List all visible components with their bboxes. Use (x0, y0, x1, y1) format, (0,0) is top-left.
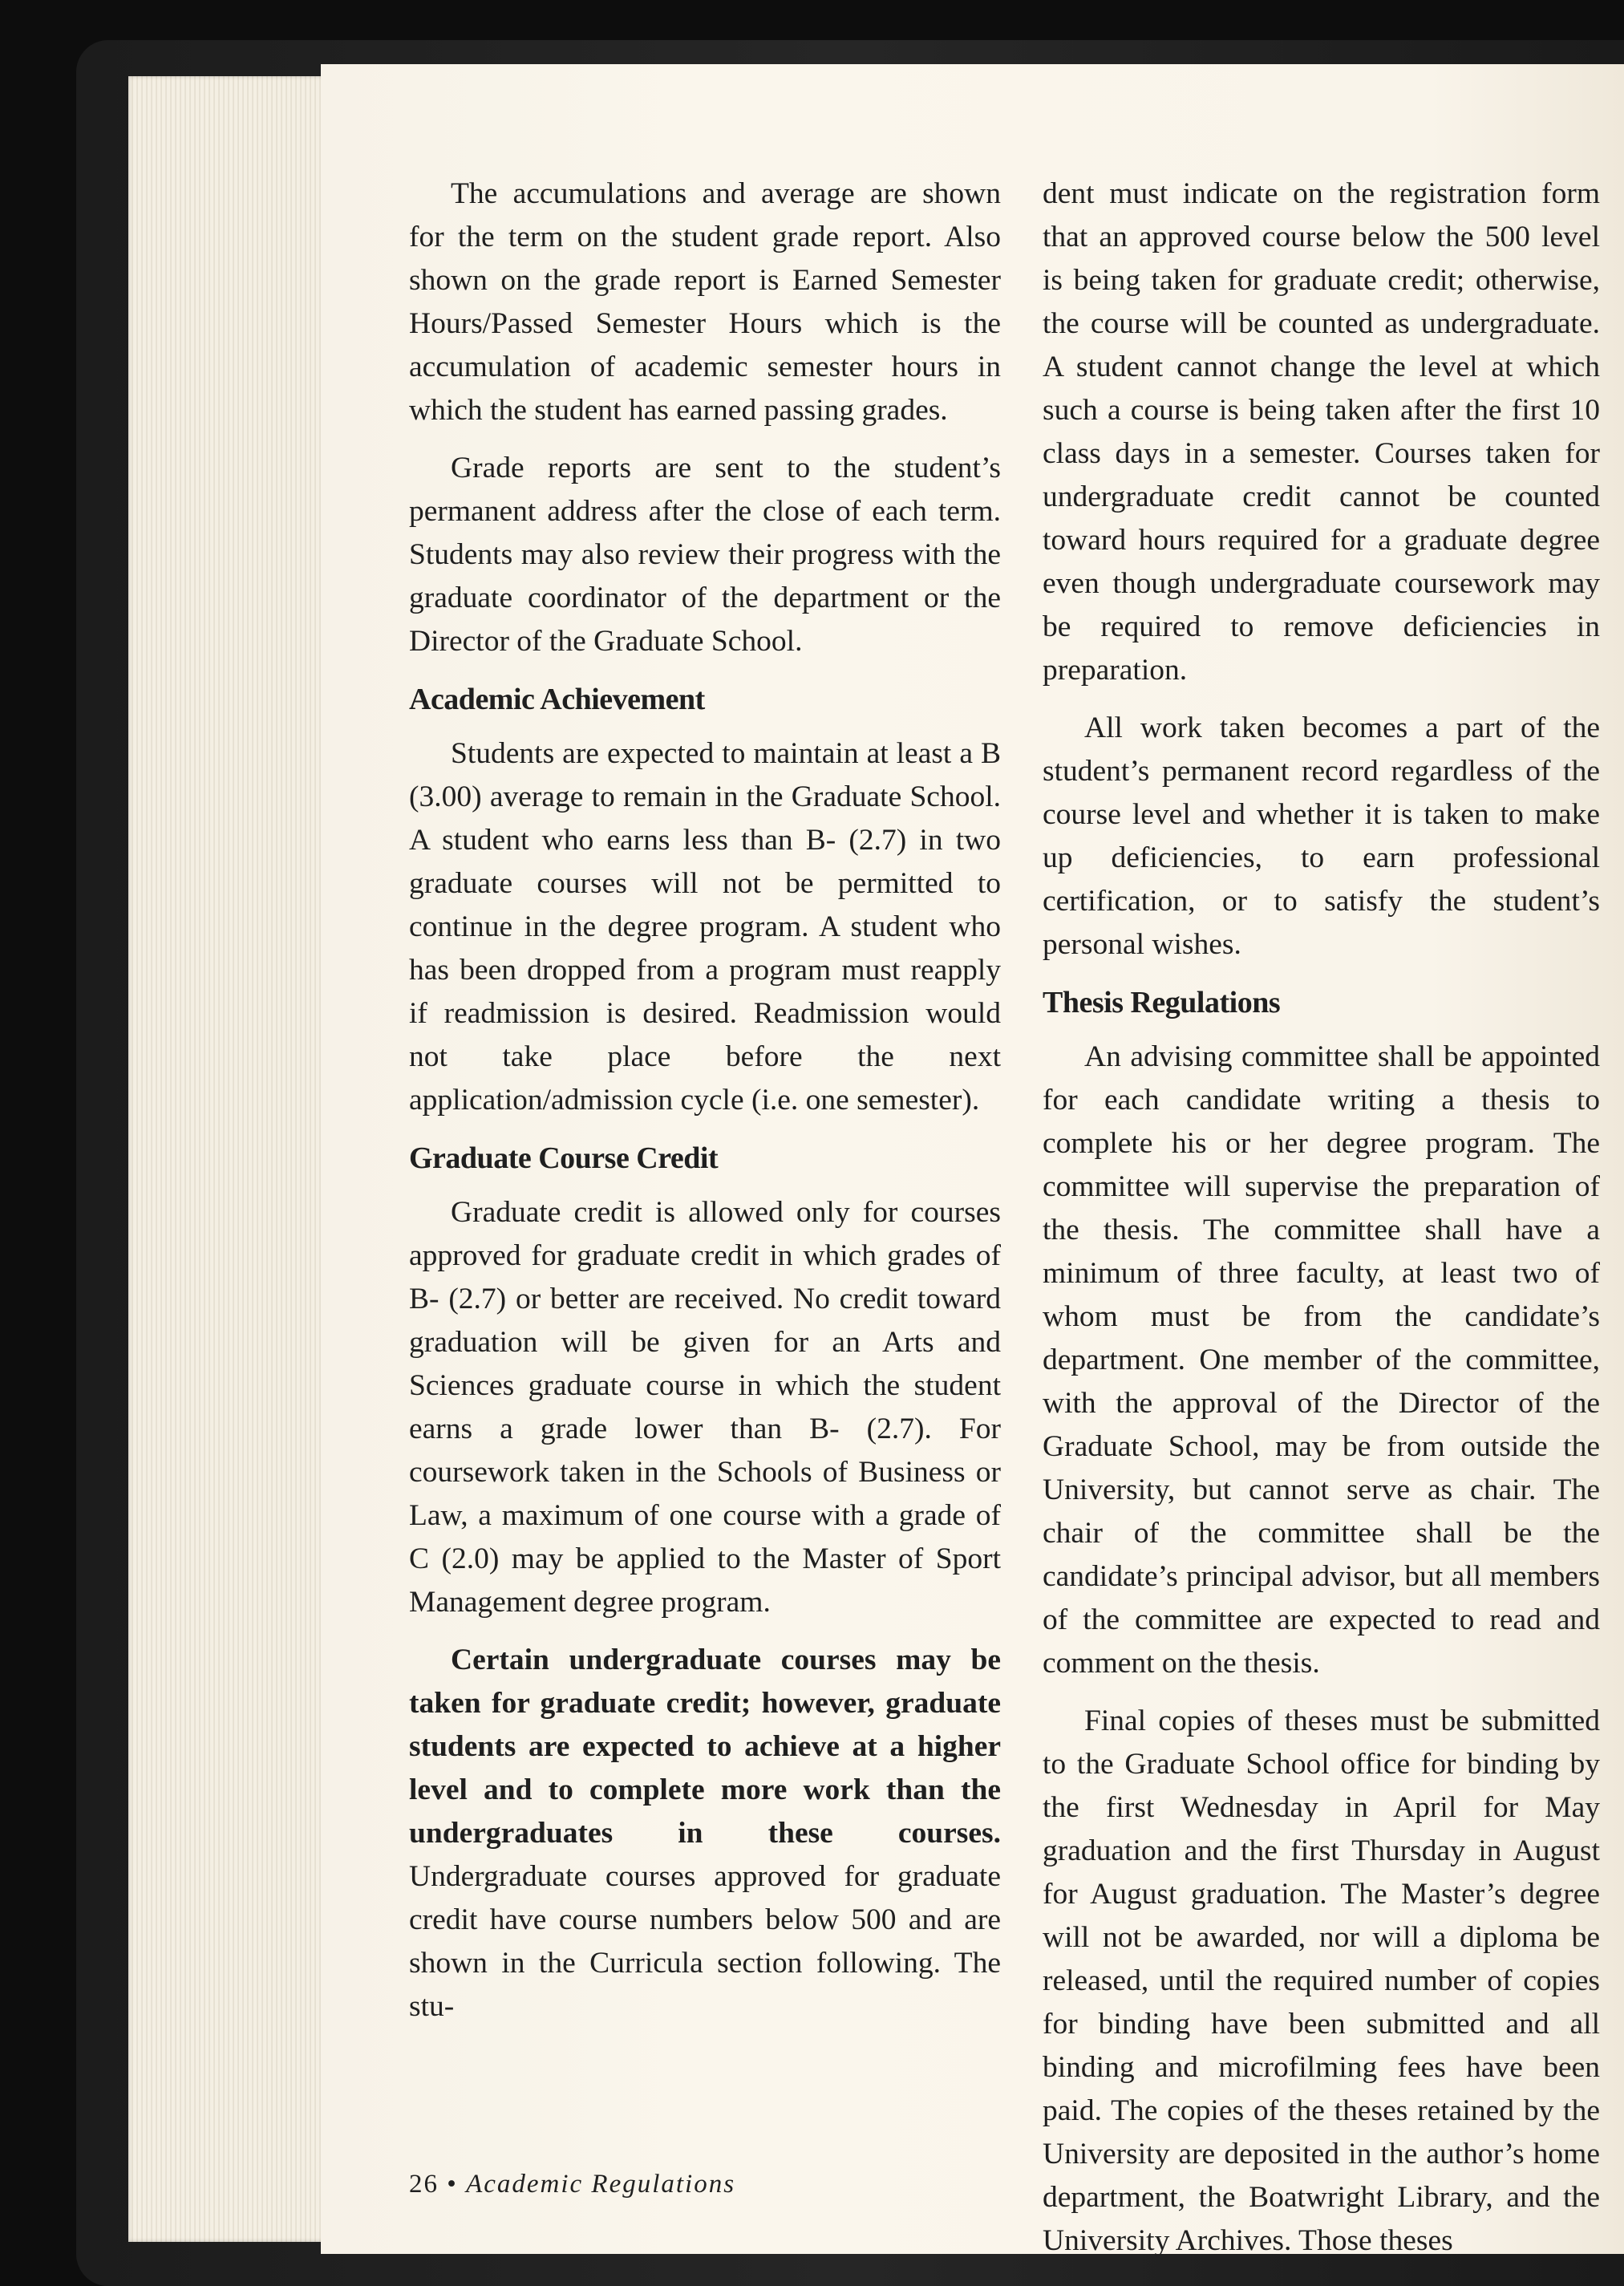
paragraph-grade-accumulations: The accumulations and average are shown for the term on the student grade report. Also shown on the grade report is Earned Semester Hours/Passed Semester Hours which is the accumulation of academic semester hours in which the student has earned passing grades. (409, 177, 1001, 427)
paragraph-academic-achievement: Students are expected to maintain at least a B (3.00) average to remain in the Graduate School. A student who earns less than B- (2.7) in two graduate courses will not be permitted to continue in the degree program. A student who has been dropped from a program must reapply if readmission is desired. Readmission would not take place before the next application/admission cycle (i.e. one semester). (409, 737, 1001, 1117)
left-column (409, 172, 1001, 2043)
paragraph-final-copies: Final copies of theses must be submitted to the Graduate School office for binding by the first Wednesday in April for May graduation and the first Thursday in August for August graduation. The Master’s degree will not be awarded, nor will a diploma be released, until the required number of copies for binding have been submitted and all binding and microfilming fees have been paid. The copies of the theses retained by the University are deposited in the author’s home department, the Boatwright Library, and the University Archives. Those theses (1043, 1704, 1600, 2257)
paragraph-advising-committee: An advising committee shall be appointed for each candidate writing a thesis to complete his or her degree program. The committee will supervise the preparation of the thesis. The committee shall have a minimum of three faculty, at least two of whom must be from the candidate’s department. One member of the committee, with the approval of the Director of the Graduate School, may be from outside the University, but cannot serve as chair. The chair of the committee shall be the candidate’s principal advisor, but all members of the committee are expected to read and comment on the thesis. (1043, 1040, 1600, 1680)
page-edges (128, 76, 337, 2242)
bold-statement: Certain undergraduate courses may be taken for graduate credit; however, graduate students are expected to achieve at a higher level and to complete more work than the undergraduates in these courses. (409, 1644, 1001, 1850)
paragraph-undergraduate-courses-rest: Undergraduate courses approved for graduate credit have course numbers below 500 and are shown in the Curricula section following. The stu- (409, 1860, 1001, 2023)
page-footer (409, 2170, 735, 2199)
heading-thesis-regulations: Thesis Regulations (1043, 986, 1281, 1019)
paragraph-permanent-record: All work taken becomes a part of the student’s permanent record regardless of the course level and whether it is taken to make up deficiencies, to earn professional certification, or to satisfy the student’s personal wishes. (1043, 711, 1600, 961)
book-page (321, 64, 1624, 2257)
heading-graduate-course-credit: Graduate Course Credit (409, 1141, 719, 1175)
paragraph-registration-form: dent must indicate on the registration form that an approved course below the 500 level is being taken for graduate credit; otherwise, the course will be counted as undergraduate. A student cannot change the level at which such a course is being taken after the first 10 class days in a semester. Courses taken for undergraduate credit cannot be counted toward hours required for a graduate degree even though undergraduate coursework may be required to remove deficiencies in preparation. (1043, 177, 1600, 687)
paragraph-graduate-credit: Graduate credit is allowed only for courses approved for graduate credit in which grades of B- (2.7) or better are received. No credit toward graduation will be given for an Arts and Sciences graduate course in which the student earns a grade lower than B- (2.7). For coursework taken in the Schools of Business or Law, a maximum of one course with a grade of C (2.0) may be applied to the Master of Sport Management degree program. (409, 1196, 1001, 1619)
paragraph-undergraduate-courses (409, 1639, 1001, 2029)
right-column (1043, 172, 1600, 2277)
paragraph-grade-reports: Grade reports are sent to the student’s permanent address after the close of each term. Students may also review their progress with the graduate coordinator of the department or the Director of the Graduate School. (409, 452, 1001, 658)
footer-separator: • (439, 2170, 467, 2199)
footer-section-title: Academic Regulations (466, 2170, 736, 2199)
page-number: 26 (409, 2170, 439, 2199)
heading-academic-achievement: Academic Achievement (409, 683, 705, 716)
